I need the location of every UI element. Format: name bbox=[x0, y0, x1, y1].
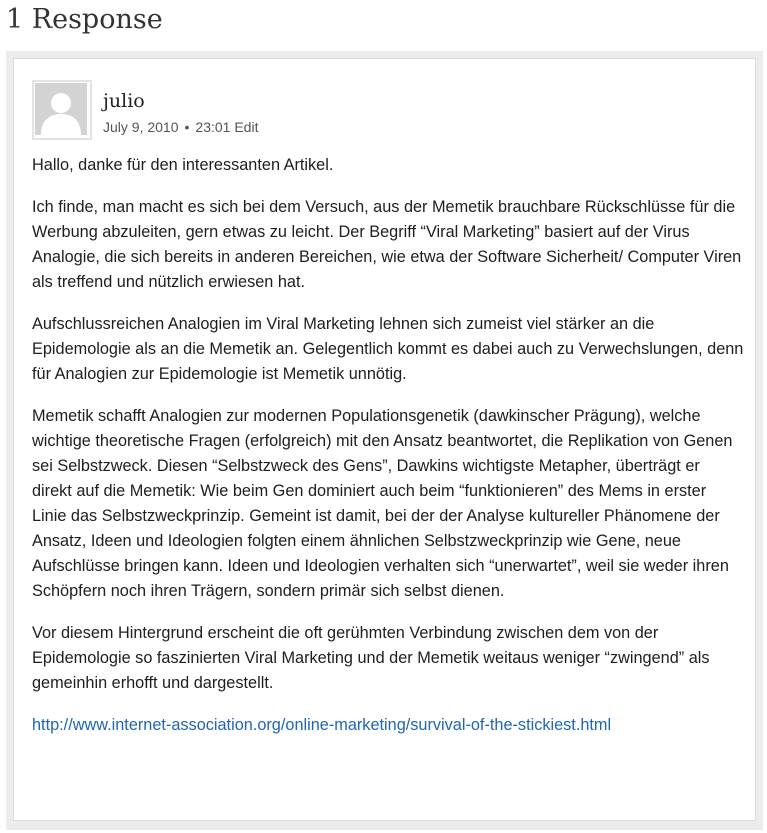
comment-time: 23:01 bbox=[195, 119, 231, 135]
comment-date: July 9, 2010 bbox=[103, 119, 179, 135]
comment-paragraph: Ich finde, man macht es sich bei dem Versuch, aus der Memetik brauchbare Rückschlüsse für die Werbung abzuleiten, gern etwas zu leicht. Der Begriff “Viral Marketing” basiert auf der Virus Analogie, die sich bereits in anderen Bereichen, wie etwa der Software Sicherheit/ Computer Viren als treffend und nützlich erwiesen hat. bbox=[32, 198, 742, 291]
comment-body bbox=[32, 153, 744, 755]
comment-card bbox=[13, 58, 756, 821]
default-avatar-icon bbox=[35, 83, 87, 135]
comment-paragraph: Aufschlussreichen Analogien im Viral Marketing lehnen sich zumeist viel stärker an die Epidemologie als an die Memetik an. Gelegentlich kommt es dabei auch zu Verwechslungen, denn für Analogien zur Epidemologie ist Memetik unnötig. bbox=[32, 315, 744, 383]
comment-author[interactable]: julio bbox=[103, 90, 145, 112]
edit-link[interactable]: Edit bbox=[234, 119, 259, 135]
comment-paragraph: Hallo, danke für den interessanten Artikel. bbox=[32, 156, 334, 174]
comment-paragraph: Memetik schafft Analogien zur modernen Populationsgenetik (dawkinscher Prägung), welche wichtige theoretische Fragen (erfolgreich) mit den Ansatz beantwortet, die Replikation von Genen sei Selbstzweck. Diesen “Selbstzweck des Gens”, Dawkins wichtigste Metapher, überträgt er direkt auf die Memetik: Wie beim Gen dominiert auch beim “funktionieren” des Mems in erster Linie das Selbstzweckprinzip. Gemeint ist damit, bei der der Analyse kultureller Phänomene der Ansatz, Ideen und Ideologien folgten einem ähnlichen Selbstzweckprinzip wie Gene, neue Aufschlüsse bringen kann. Ideen und Ideologien verhalten sich “unerwartet”, weil sie weder ihren Schöpfern noch ihren Trägern, sondern primär sich selbst dienen. bbox=[32, 407, 733, 600]
comments-heading: 1 Response bbox=[6, 4, 163, 35]
comment-paragraph: Vor diesem Hintergrund erscheint die oft gerühmten Verbindung zwischen dem von der Epidemologie so faszinierten Viral Marketing und der Memetik weitaus weniger “zwingend” als gemeinhin erhofft und dargestellt. bbox=[32, 624, 710, 692]
comment-link[interactable]: http://www.internet-association.org/online-marketing/survival-of-the-stickiest.html bbox=[32, 716, 612, 734]
comment-permalink[interactable] bbox=[103, 119, 230, 135]
meta-separator: • bbox=[184, 119, 190, 135]
avatar[interactable] bbox=[32, 80, 92, 140]
comments-list bbox=[6, 51, 763, 830]
comment-meta bbox=[103, 117, 258, 137]
